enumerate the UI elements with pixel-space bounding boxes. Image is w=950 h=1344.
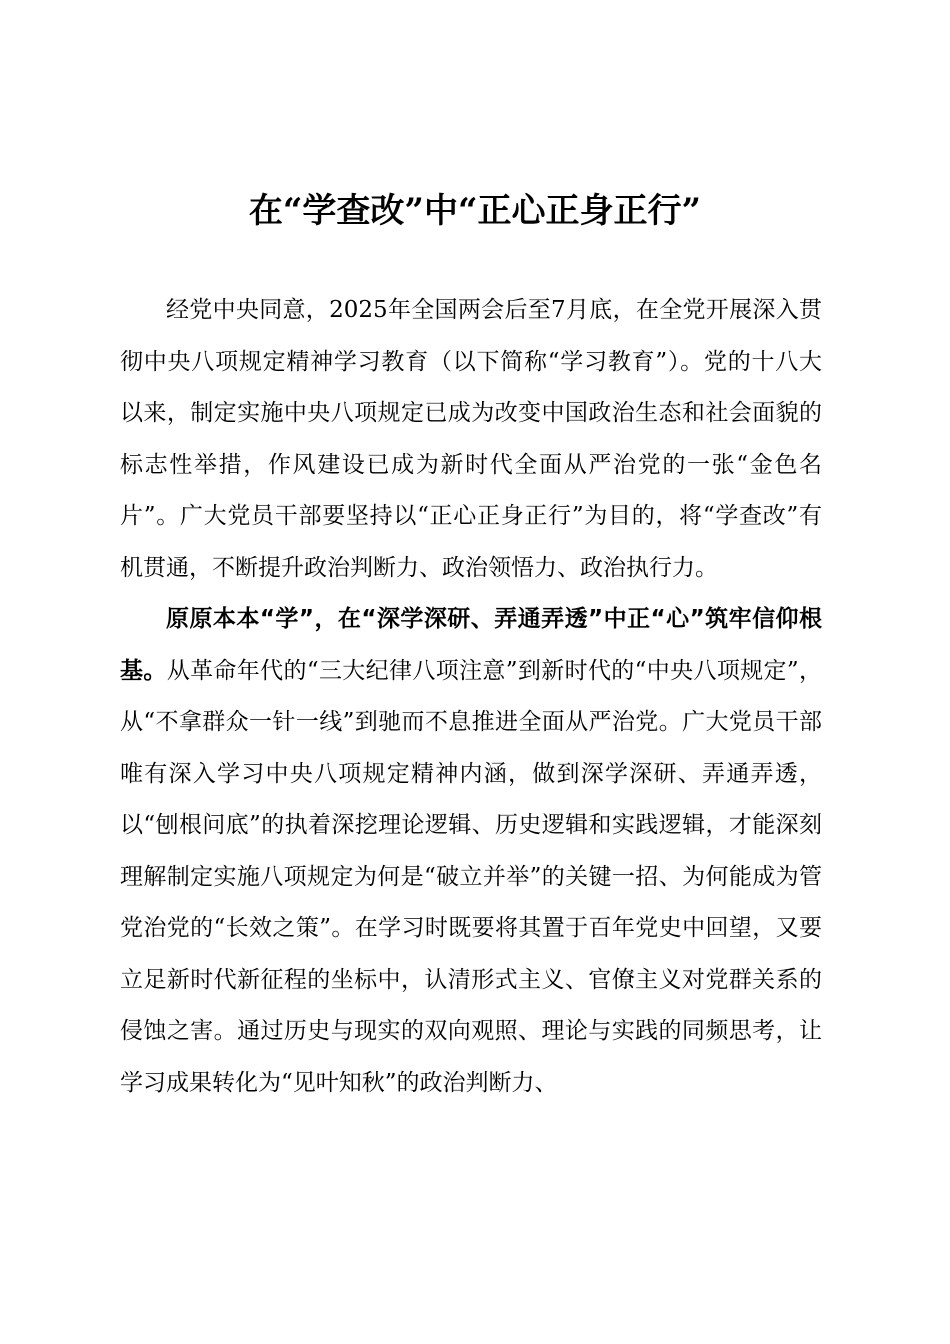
document-body bbox=[120, 285, 822, 1109]
paragraph-study bbox=[120, 594, 822, 1109]
document-title: 在“学查改”中“正心正身正行” bbox=[248, 191, 702, 231]
paragraph-text: 从革命年代的“三大纪律八项注意”到新时代的“中央八项规定”，从“不拿群众一针一线”到驰而不息推进全面从严治党。广大党员干部唯有深入学习中央八项规定精神内涵，做到深学深研、弄通弄透，以“刨根问底”的执着深挖理论逻辑、历史逻辑和实践逻辑，才能深刻理解制定实施八项规定为何是“破立并举”的关键一招、为何能成为管党治党的“长效之策”。在学习时既要将其置于百年党史中回望，又要立足新时代新征程的坐标中，认清形式主义、官僚主义对党群关系的侵蚀之害。通过历史与现实的双向观照、理论与实践的同频思考，让学习成果转化为“见叶知秋”的政治判断力、 bbox=[120, 657, 822, 1096]
paragraph-text: 经党中央同意，2025年全国两会后至7月底，在全党开展深入贯彻中央八项规定精神学习教育（以下简称“学习教育”）。党的十八大以来，制定实施中央八项规定已成为改变中国政治生态和社会面貌的标志性举措，作风建设已成为新时代全面从严治党的一张“金色名片”。广大党员干部要坚持以“正心正身正行”为目的，将“学查改”有机贯通，不断提升政治判断力、政治领悟力、政治执行力。 bbox=[120, 297, 822, 581]
paragraph-lead: 原原本本“学”，在“深学深研、弄通弄透”中正“心”筑牢信仰根基。 bbox=[120, 606, 822, 684]
paragraph-intro bbox=[120, 285, 822, 594]
